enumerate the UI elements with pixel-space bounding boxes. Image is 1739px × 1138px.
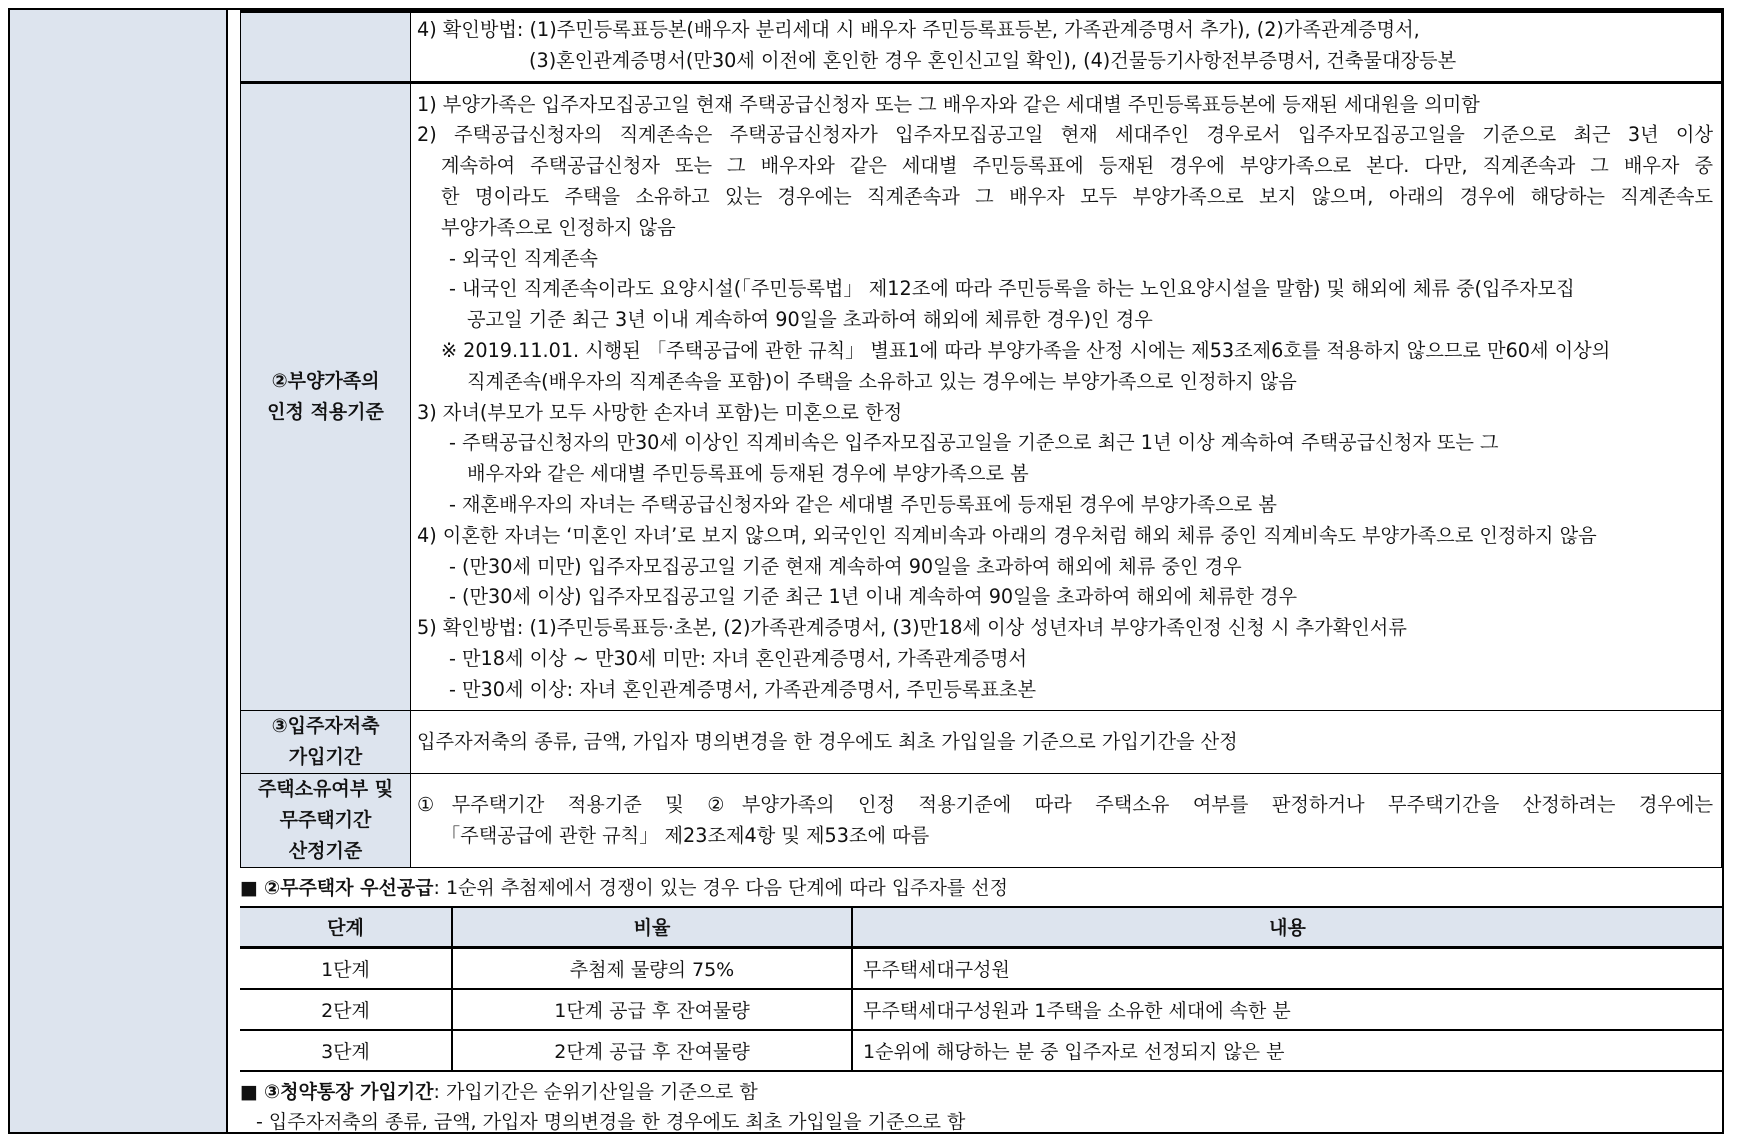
row-savings-label [241,710,411,773]
row-house-label [241,773,411,867]
dep-line: - 만30세 이상: 자녀 혼인관계증명서, 가족관계증명서, 주민등록표초본 [449,677,1037,701]
dep-line: ※ 2019.11.01. 시행된 「주택공급에 관한 규칙」 별표1에 따라 부양가족을 산정 시에는 제53조제6호를 적용하지 않으므로 만60세 이상의 [441,338,1611,362]
left-margin-column [10,10,228,1132]
row-verify-label [241,12,411,83]
stage-cell: 1단계 [240,947,452,989]
header-content: 내용 [852,907,1722,948]
dep-line: - 내국인 직계존속이라도 요양시설(「주민등록법」 제12조에 따라 주민등록을 하는 노인요양시설을 말함) 및 해외에 체류 중(입주자모집 [449,277,1575,301]
account-section-heading [240,1078,1722,1106]
dep-line: 2) 주택공급신청자의 직계존속은 주택공급신청자가 입주자모집공고일 현재 세대주인 경우로서 입주자모집공고일을 기준으로 최근 3년 이상 [417,123,1713,147]
row-dependents-label [241,82,411,710]
table-row [240,947,1722,989]
ratio-cell: 2단계 공급 후 잔여물량 [452,1030,852,1071]
row-house-body [411,773,1722,867]
dep-line: 공고일 기준 최근 3년 이내 계속하여 90일을 초과하여 해외에 체류한 경우)인 경우 [467,308,1153,332]
row-dependents-body [411,82,1722,710]
ratio-cell: 1단계 공급 후 잔여물량 [452,989,852,1030]
verify-line: 4) 확인방법: (1)주민등록표등본(배우자 분리세대 시 배우자 주민등록표등본, 가족관계증명서 추가), (2)가족관계증명서, [417,18,1420,41]
table-row [240,1030,1722,1071]
dep-line: 1) 부양가족은 입주자모집공고일 현재 주택공급신청자 또는 그 배우자와 같은 세대별 주민등록표등본에 등재된 세대원을 의미함 [417,92,1480,116]
savings-text: 입주자저축의 종류, 금액, 가입자 명의변경을 한 경우에도 최초 가입일을 기준으로 가입기간을 산정 [417,730,1238,754]
square-bullet-icon: ■ [240,1080,258,1103]
verify-line: (3)혼인관계증명서(만30세 이전에 혼인한 경우 혼인신고일 확인), (4)건물등기사항전부증명서, 건축물대장등본 [529,48,1457,72]
house-line: ①무주택기간 적용기준 및 ②부양가족의 인정 적용기준에 따라 주택소유 여부를 판정하거나 무주택기간을 산정하려는 경우에는 [417,793,1713,817]
header-ratio: 비율 [452,907,852,948]
stage-table [240,906,1722,1072]
dep-line: - 외국인 직계존속 [449,246,598,270]
stage-cell: 2단계 [240,989,452,1030]
square-bullet-icon: ■ [240,876,258,899]
account-section-title: ③청약통장 가입기간 [264,1080,434,1103]
stage-cell: 3단계 [240,1030,452,1071]
dep-line: - (만30세 미만) 입주자모집공고일 기준 현재 계속하여 90일을 초과하여 해외에 체류 중인 경우 [449,554,1242,578]
label-line: 무주택기간 [279,808,372,831]
label-line: 인정 적용기준 [267,400,384,423]
priority-section-text: : 1순위 추첨제에서 경쟁이 있는 경우 다음 단계에 따라 입주자를 선정 [433,876,1008,899]
content-cell: 무주택세대구성원 [852,947,1722,989]
dep-line: 직계존속(배우자의 직계존속을 포함)이 주택을 소유하고 있는 경우에는 부양가족으로 인정하지 않음 [467,369,1297,393]
priority-section-heading [240,874,1722,902]
account-section-text: : 가입기간은 순위기산일을 기준으로 함 [433,1080,758,1103]
label-line: ③입주자저축 [271,714,380,737]
stage-table-header [240,907,1722,948]
dep-line: - (만30세 이상) 입주자모집공고일 기준 최근 1년 이내 계속하여 90일을 초과하여 해외에 체류한 경우 [449,585,1298,609]
label-line: 주택소유여부 및 [257,777,394,800]
row-house [241,773,1722,867]
dep-line: 4) 이혼한 자녀는 ‘미혼인 자녀’로 보지 않으며, 외국인인 직계비속과 아래의 경우처럼 해외 체류 중인 직계비속도 부양가족으로 인정하지 않음 [417,523,1597,547]
row-verify [241,12,1722,83]
row-savings [241,710,1722,773]
ratio-cell: 추첨제 물량의 75% [452,947,852,989]
row-verify-body [411,12,1722,83]
table-row [240,989,1722,1030]
dep-line: 배우자와 같은 세대별 주민등록표에 등재된 경우에 부양가족으로 봄 [467,462,1029,486]
dep-line: - 만18세 이상 ~ 만30세 미만: 자녀 혼인관계증명서, 가족관계증명서 [449,646,1028,670]
label-line: 가입기간 [288,745,363,768]
content-cell: 1순위에 해당하는 분 중 입주자로 선정되지 않은 분 [852,1030,1722,1071]
dep-line: 한 명이라도 주택을 소유하고 있는 경우에는 직계존속과 그 배우자 모두 부양가족으로 보지 않으며, 아래의 경우에 해당하는 직계존속도 [441,184,1713,208]
row-savings-body [411,710,1722,773]
header-stage: 단계 [240,907,452,948]
content-area [240,10,1722,1138]
criteria-table [240,10,1722,868]
dep-line: 계속하여 주택공급신청자 또는 그 배우자와 같은 세대별 주민등록표에 등재된 경우에 부양가족으로 본다. 다만, 직계존속과 그 배우자 중 [441,154,1713,178]
dep-line: 부양가족으로 인정하지 않음 [441,215,676,239]
label-line: 산정기준 [288,839,363,862]
house-line: 「주택공급에 관한 규칙」 제23조제4항 및 제53조에 따름 [441,824,930,848]
dep-line: 5) 확인방법: (1)주민등록표등·초본, (2)가족관계증명서, (3)만18세 이상 성년자녀 부양가족인정 신청 시 추가확인서류 [417,616,1407,640]
account-section-note: - 입주자저축의 종류, 금액, 가입자 명의변경을 한 경우에도 최초 가입일을 기준으로 함 [256,1110,966,1133]
row-dependents [241,82,1722,710]
content-cell: 무주택세대구성원과 1주택을 소유한 세대에 속한 분 [852,989,1722,1030]
dep-line: - 주택공급신청자의 만30세 이상인 직계비속은 입주자모집공고일을 기준으로 최근 1년 이상 계속하여 주택공급신청자 또는 그 [449,431,1499,455]
label-line: ②부양가족의 [271,369,380,392]
dep-line: - 재혼배우자의 자녀는 주택공급신청자와 같은 세대별 주민등록표에 등재된 경우에 부양가족으로 봄 [449,492,1277,516]
priority-section-title: ②무주택자 우선공급 [264,876,434,899]
dep-line: 3) 자녀(부모가 모두 사망한 손자녀 포함)는 미혼으로 한정 [417,400,903,424]
